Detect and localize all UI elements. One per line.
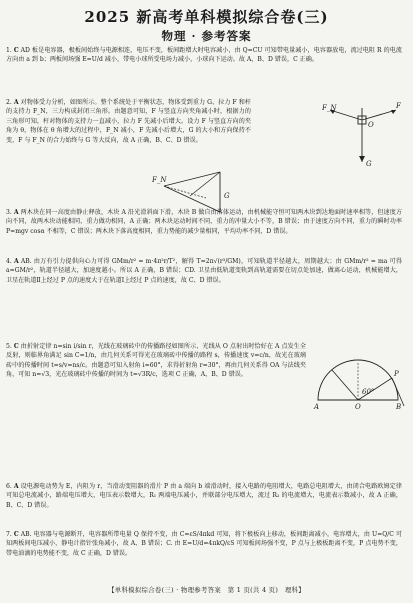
answer-choice: A: [14, 258, 19, 265]
answer-explanation: AB. 电容器与电源断开，电容器所带电量 Q 保持不变，由 C=εS/4πkd 可知，将下极板向上移动，板间距离减小，电容增大，由 U=Q/C 可知两板间电压减小，静电计指针张角减小，故 A、B 错误；C. 由 E=U/d=4πkQ/εS 可知板间场强不变，P 点与上极板距离不变，P 点电势不变，带电油滴的电势能不变，故 C 正确，D 错误。: [6, 531, 403, 557]
answer-number: 3.: [6, 209, 12, 216]
answer-number: 4.: [6, 258, 12, 265]
answer-explanation: AD 板是电容器，极板间始终与电源相连，电压不变，板间距增大时电容减小，由 Q=CU 可知带电量减小，电容器放电，流过电阻 R 的电流方向由 a 到 b；两板间场强 E=U/d 减小，带电小球所受电场力减小，小球向下运动。故 A、B、D 错误，C 正确。: [6, 47, 402, 64]
page-footer: 【单科模拟综合卷(三) · 物理参考答案 第 1 页(共 4 页) 理科】: [108, 586, 305, 594]
answer-choice: A: [13, 483, 19, 490]
label-p: P: [394, 370, 399, 378]
answer-choice: A: [13, 99, 19, 106]
answer-choice: C: [13, 531, 19, 538]
label-angle: 60°: [362, 388, 375, 396]
answer-number: 6.: [6, 483, 12, 490]
answer-number: 1.: [6, 47, 12, 54]
page-title: 2025 新高考单科模拟综合卷(三): [84, 8, 329, 26]
glass-semicircle-figure: [312, 354, 406, 412]
answer-choice: C: [13, 47, 19, 54]
answer-item-4: [6, 257, 402, 285]
answer-explanation: AB. 由万有引力提供向心力可得 GMm/r² = m·4π²r/T²，解得 T=2π√(r³/GM)，可知轨道半径越大，周期越大；由 GMm/r² = ma 可得 a=GM/r²，轨道半径越大，加速度越小。所以 A 正确，B 错误；CD. 卫星由低轨道变轨到高轨道需要在切点处加速，做离心运动，机械能增大，卫星在轨道Ⅱ上经过 P 点的速度大于在轨道Ⅰ上经过 P 点的速度，故 C、D 错误。: [6, 258, 403, 284]
answer-item-7: [6, 530, 402, 558]
answer-item-5: [6, 342, 306, 380]
label-o-center: O: [355, 403, 361, 411]
answer-number: 7.: [6, 531, 12, 538]
triangle-label-g: G: [224, 192, 230, 200]
page-subtitle: 物理 · 参考答案: [161, 29, 252, 43]
answer-number: 2.: [6, 99, 12, 106]
answer-explanation: 两木块在同一高度由静止释放，木块 A 沿光滑斜面下滑，木块 B 做自由落体运动，由机械能守恒可知两木块到达地面时速率相等，但速度方向不同，故两木块动能相同、重力做功相同，A 正确；两木块运动时间不同，重力的冲量大小不等，B 错误；由于速度方向不同，重力的瞬时功率 P=mgv cosα 不相等，C 错误；两木块下落高度相同，重力势能的减少量相同，平均功率不同，D 错误。: [6, 209, 403, 235]
answer-explanation: 设电源电动势为 E，内阻为 r，当滑动变阻器的滑片 P 由 a 端向 b 端滑动时，接入电路的电阻增大，电路总电阻增大，由闭合电路欧姆定律可知总电流减小，路端电压增大，电压表示数增大，R₁ 两端电压减小，并联部分电压增大，流过 R₂ 的电流增大，电流表示数减小，故 A 正确，B、C、D 错误。: [6, 483, 403, 509]
answer-choice: C: [13, 343, 19, 350]
label-fn: F_N: [322, 104, 337, 112]
answer-explanation: 对物体受力分析，如图所示。整个系统处于平衡状态，物体受到重力 G、拉力 F 和杆的支持力 F_N，三力构成封闭三角形。由题意可知，F 与竖直方向夹角减小时，根据力的三角形可知，杆对物体的支持力一直减小，拉力 F 先减小后增大。设力 F 与竖直方向的夹角为 θ，物体在 θ 角增大的过程中，F_N 减小，F 先减小后增大，G 的大小和方向保持不变，F 与 F_N 的合力始终与 G 等大反向，故 A 正确，B、C、D 错误。: [6, 99, 251, 144]
answer-item-1: [6, 46, 402, 65]
triangle-label-fn: F_N: [152, 176, 167, 184]
answer-item-2: [6, 98, 251, 145]
label-g: G: [366, 160, 372, 168]
answer-explanation: 由折射定律 n=sin i/sin r，光线在玻璃砖中的传播路径如图所示，光线从 O 点射出时恰好在 A 点发生全反射，则临界角满足 sin C=1/n，由几何关系可得光在玻璃砖中传播的路程 s，传播速度 v=c/n，故光在玻璃砖中的传播时间 t=s/v=ns/c。由题意可知入射角 i=60°，求得折射角 r=30°，再由几何关系得 OA 与法线夹角，可知 n=√3，光在玻璃砖中传播的时间为 t=√3R/c，选项 C 正确，A、B、D 错误。: [6, 343, 307, 379]
answer-item-3: [6, 208, 402, 236]
answer-item-6: [6, 482, 402, 510]
label-a: A: [314, 403, 320, 411]
label-o: O: [368, 121, 374, 129]
answer-choice: A: [13, 209, 19, 216]
label-b: B: [396, 403, 402, 411]
answer-number: 5.: [6, 343, 12, 350]
force-diagram-figure: [318, 100, 406, 170]
label-f: F: [396, 102, 401, 110]
